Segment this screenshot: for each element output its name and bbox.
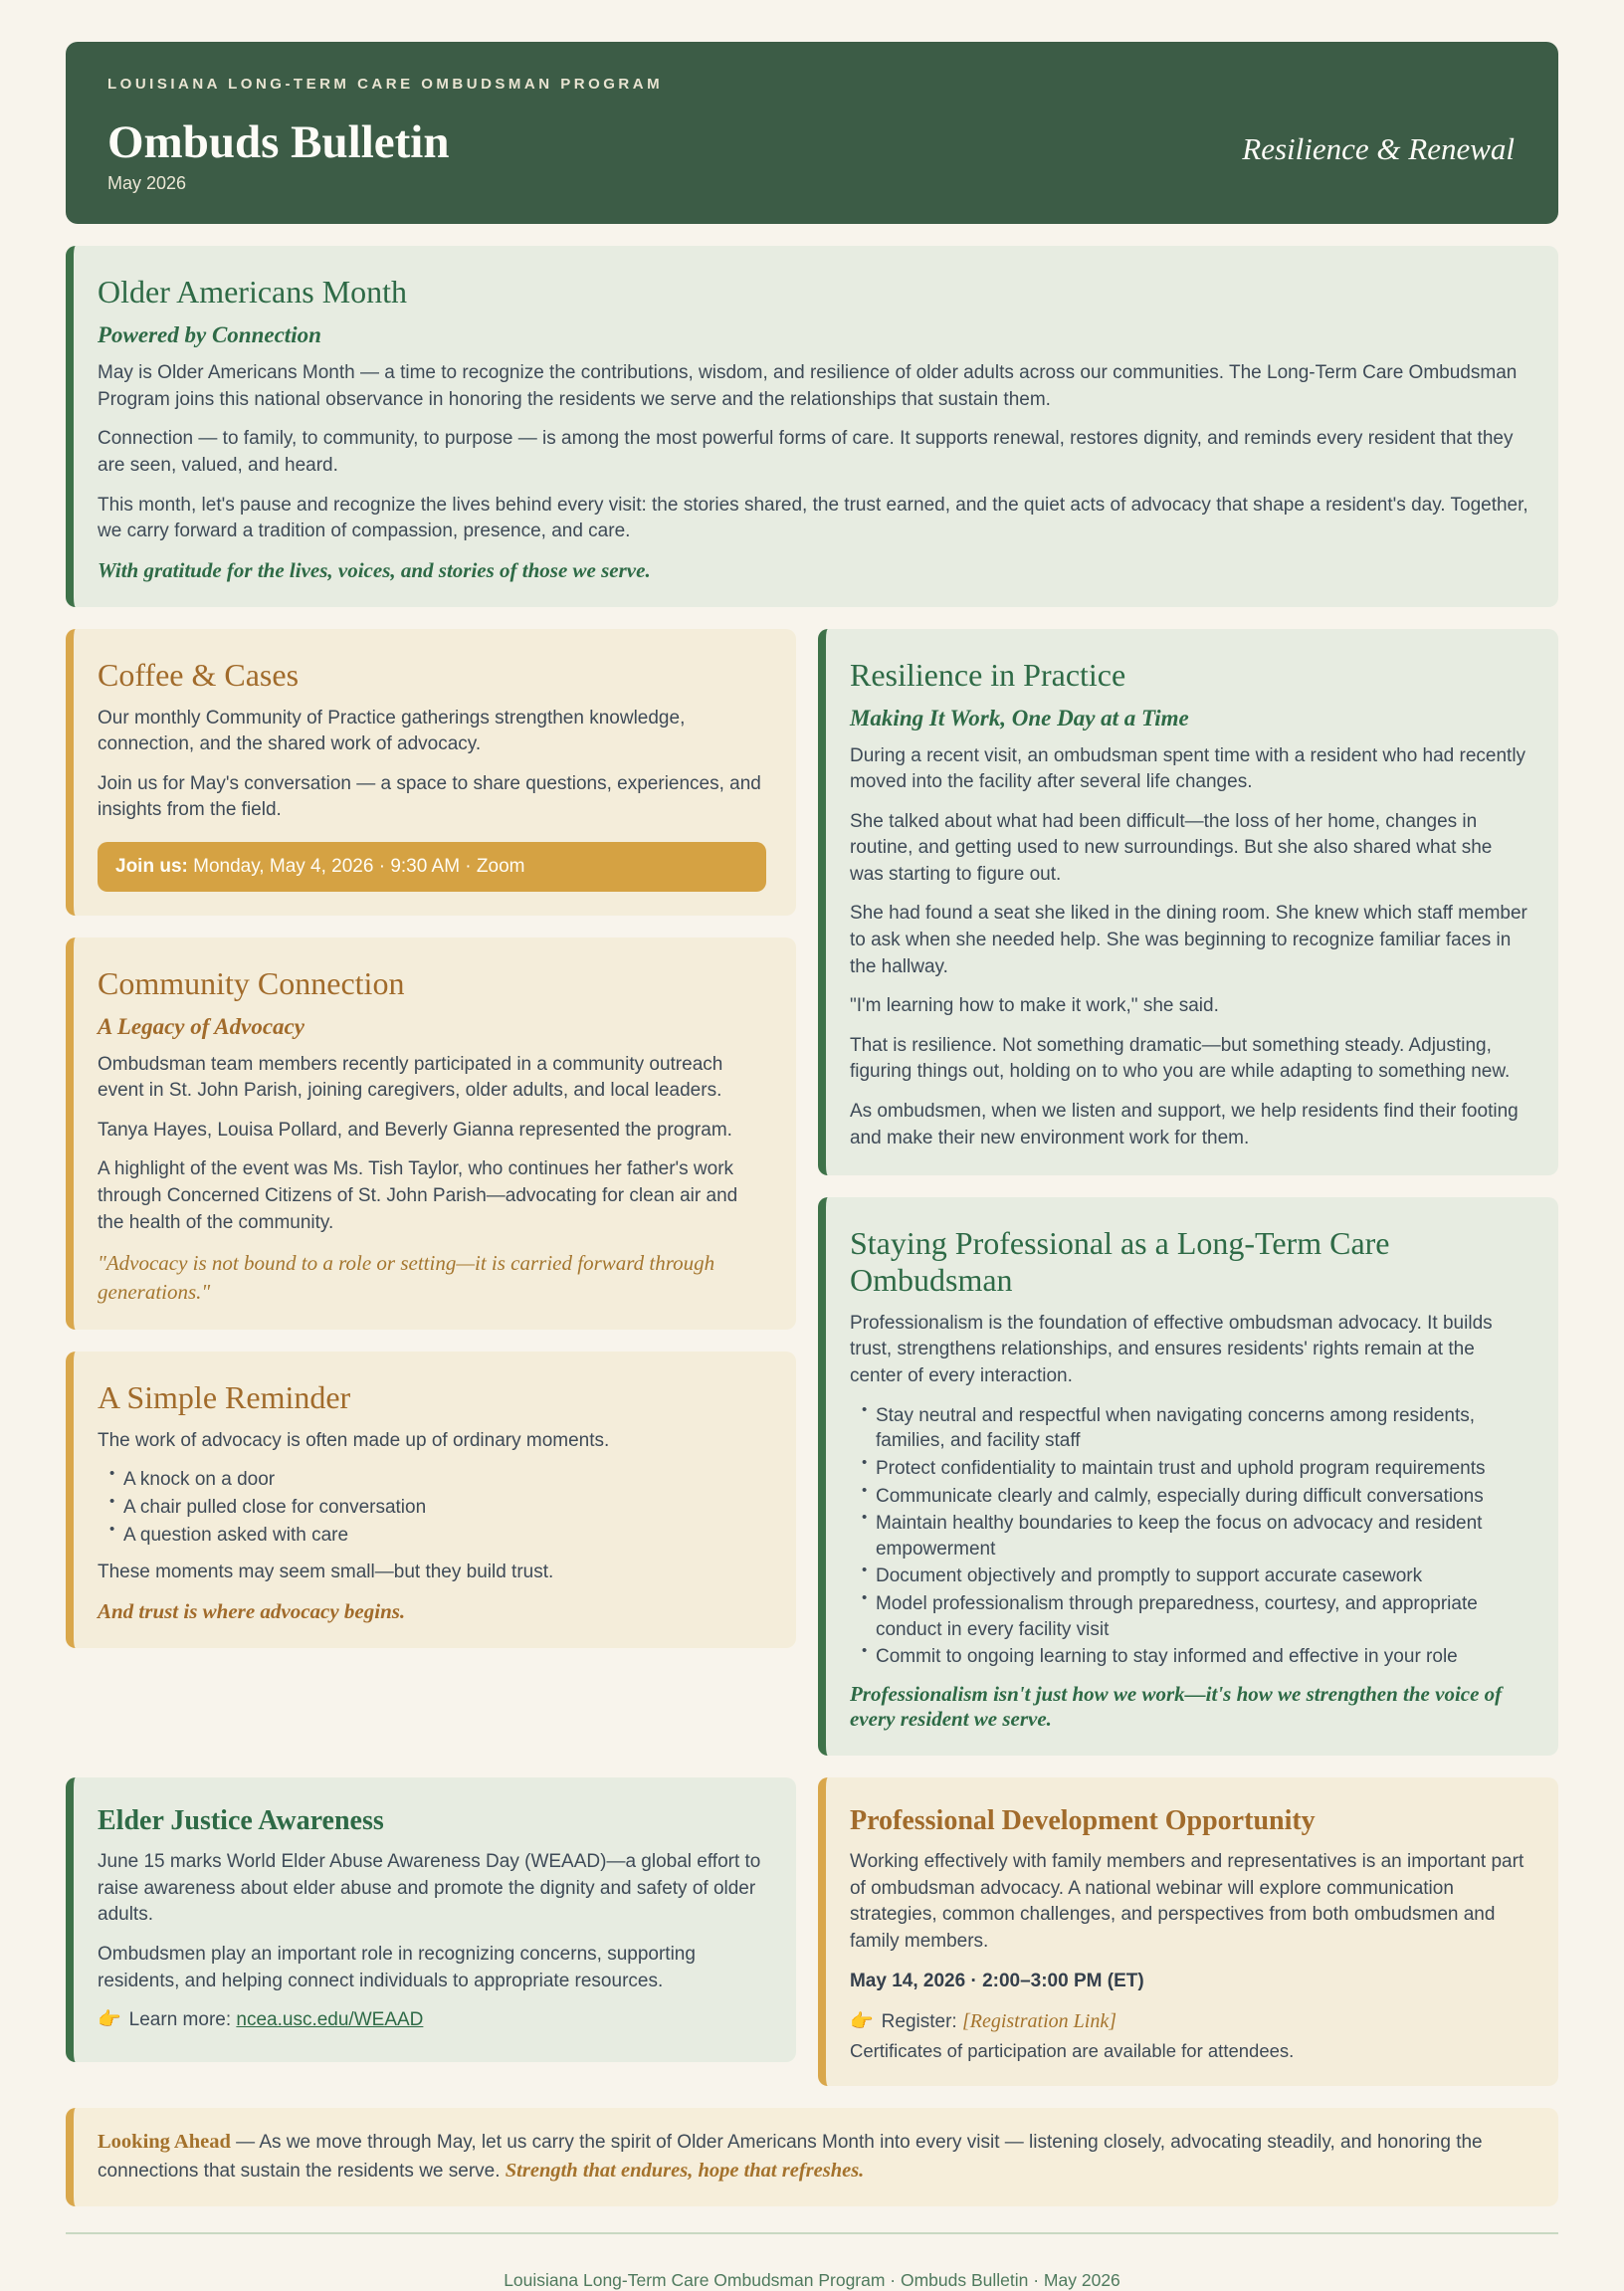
section-coffee-and-cases: [66, 629, 796, 916]
reminder-list: [98, 1467, 766, 1548]
list-item: • Stay neutral and respectful when navigating concerns among residents, families, and facility staff: [850, 1403, 1528, 1454]
certificates-note: Certificates of participation are available for attendees.: [849, 2039, 1295, 2061]
section-subtitle: Making It Work, One Day at a Time: [849, 705, 1189, 730]
section-staying-professional: [818, 1197, 1558, 1756]
paragraph: These moments may seem small—but they build trust.: [98, 1562, 554, 1583]
pull-quote: "Advocacy is not bound to a role or setting—it is carried forward through generations.": [98, 1251, 715, 1304]
section-title: Staying Professional as a Long-Term Care Ombudsman: [849, 1225, 1390, 1299]
section-title: Coffee & Cases: [98, 656, 300, 693]
program-name: LOUISIANA LONG-TERM CARE OMBUDSMAN PROGRAM: [107, 76, 664, 93]
section-subtitle: A Legacy of Advocacy: [98, 1013, 304, 1039]
middle-row: [66, 629, 1558, 1756]
paragraph: She had found a seat she liked in the dining room. She knew which staff member to ask when she needed help. She was beginning to recognize familiar faces in the hallway.: [849, 903, 1527, 977]
list-item: • A chair pulled close for conversation: [98, 1495, 766, 1521]
paragraph: May is Older Americans Month — a time to recognize the contributions, wisdom, and resilience of older adults across our communities. The Long-Term Care Ombudsman Program joins this national observance in honoring the residents we serve and the relationships that sustain them.: [98, 362, 1518, 410]
registration-link[interactable]: [Registration Link]: [961, 2010, 1116, 2033]
section-older-americans-month: [66, 246, 1558, 606]
bottom-right-column: [818, 1777, 1558, 2086]
paragraph: June 15 marks World Elder Abuse Awareness Day (WEAAD)—a global effort to raise awareness about elder abuse and promote the dignity and safety of older adults.: [98, 1851, 761, 1926]
section-title: Community Connection: [98, 964, 405, 1001]
section-professional-development: [818, 1777, 1558, 2086]
looking-ahead-strip: [66, 2108, 1558, 2206]
paragraph: During a recent visit, an ombudsman spent time with a resident who had recently moved into the facility after several life changes.: [849, 744, 1526, 793]
list-item: • Protect confidentiality to maintain trust and uphold program requirements: [850, 1456, 1528, 1482]
meeting-banner-label: Join us:: [115, 855, 188, 877]
paragraph: As ombudsmen, when we listen and support, we help residents find their footing and make their new environment work for them.: [849, 1101, 1519, 1148]
paragraph: Our monthly Community of Practice gatherings strengthen knowledge, connection, and the shared work of advocacy.: [98, 707, 686, 755]
bottom-row: [66, 1777, 1558, 2086]
section-community-connection: [66, 937, 796, 1330]
learn-more-line: [98, 2007, 766, 2034]
paragraph: This month, let's pause and recognize the lives behind every visit: the stories shared, the trust earned, and the quiet acts of advocacy that shape a resident's day. Together, we carry forward a tradition of compassion, presence, and care.: [98, 494, 1528, 542]
footer-divider: [66, 2232, 1558, 2234]
section-subtitle: Powered by Connection: [98, 322, 321, 348]
paragraph: The work of advocacy is often made up of ordinary moments.: [98, 1429, 610, 1451]
masthead: [66, 42, 1558, 224]
section-title: A Simple Reminder: [98, 1378, 351, 1415]
paragraph: That is resilience. Not something dramatic—but something steady. Adjusting, figuring things out, holding on to who you are while adapting to something new.: [849, 1034, 1511, 1083]
issue-date: May 2026: [107, 173, 187, 194]
register-line: [850, 2007, 1528, 2036]
paragraph: Tanya Hayes, Louisa Pollard, and Beverly Gianna represented the program.: [98, 1119, 732, 1141]
paragraph: "I'm learning how to make it work," she said.: [849, 995, 1219, 1017]
paragraph: Ombudsman team members recently participated in a community outreach event in St. John Parish, joining caregivers, older adults, and local leaders.: [98, 1053, 723, 1102]
list-item: • A question asked with care: [98, 1523, 766, 1549]
paragraph: Working effectively with family members and representatives is an important part of ombudsman advocacy. A national webinar will explore communication strategies, common challenges, and perspectives from both ombudsmen and family members.: [849, 1851, 1524, 1952]
list-item: • Document objectively and promptly to support accurate casework: [850, 1563, 1528, 1589]
section-title: Resilience in Practice: [849, 656, 1126, 693]
list-item: • Maintain healthy boundaries to keep the focus on advocacy and resident empowerment: [850, 1511, 1528, 1562]
page-footer: Louisiana Long-Term Care Ombudsman Program · Ombuds Bulletin · May 2026: [504, 2270, 1120, 2291]
issue-theme: Resilience & Renewal: [1242, 131, 1515, 167]
paragraph: Join us for May's conversation — a space to share questions, experiences, and insights from the field.: [98, 772, 761, 821]
learn-more-label: Learn more:: [128, 2009, 237, 2031]
register-label: Register:: [881, 2011, 962, 2033]
left-column: [66, 629, 796, 1756]
right-column: [818, 629, 1558, 1756]
webinar-date: May 14, 2026 · 2:00–3:00 PM (ET): [849, 1970, 1144, 1991]
list-item: • Commit to ongoing learning to stay informed and effective in your role: [850, 1644, 1528, 1670]
section-title: Older Americans Month: [98, 274, 408, 311]
paragraph: Ombudsmen play an important role in recognizing concerns, supporting residents, and helping connect individuals to appropriate resources.: [98, 1943, 696, 1991]
section-resilience-in-practice: [818, 629, 1558, 1176]
paragraph: Connection — to family, to community, to purpose — is among the most powerful forms of care. It supports renewal, restores dignity, and reminds every resident that they are seen, valued, and heard.: [98, 428, 1514, 476]
section-closing-line: With gratitude for the lives, voices, and stories of those we serve.: [98, 557, 651, 582]
section-title: Elder Justice Awareness: [98, 1805, 384, 1836]
weaad-link[interactable]: ncea.usc.edu/WEAAD: [236, 2009, 424, 2031]
looking-ahead-label: Looking Ahead: [98, 2130, 231, 2153]
list-item: • A knock on a door: [98, 1467, 766, 1493]
section-simple-reminder: [66, 1352, 796, 1648]
paragraph: A highlight of the event was Ms. Tish Taylor, who continues her father's work through Concerned Citizens of St. John Parish—advocating for clean air and the health of the community.: [98, 1158, 738, 1233]
masthead-title-block: [107, 118, 449, 194]
section-title: Professional Development Opportunity: [849, 1805, 1316, 1836]
bottom-left-column: [66, 1777, 796, 2086]
list-item: • Model professionalism through preparedness, courtesy, and appropriate conduct in every facility visit: [850, 1591, 1528, 1642]
list-item: • Communicate clearly and calmly, especially during difficult conversations: [850, 1484, 1528, 1510]
section-closing-line: Professionalism isn't just how we work—it's how we strengthen the voice of every resident we serve.: [849, 1682, 1503, 1731]
pointing-hand-icon: 👉: [849, 2011, 874, 2033]
professionalism-list: [850, 1403, 1528, 1670]
meeting-banner-text: Monday, May 4, 2026 · 9:30 AM · Zoom: [187, 855, 525, 877]
paragraph: She talked about what had been difficult—the loss of her home, changes in routine, and getting used to new surroundings. But she also shared what she was starting to figure out.: [849, 810, 1493, 885]
meeting-banner: [98, 842, 766, 892]
pointing-hand-icon: 👉: [98, 2009, 121, 2031]
bulletin-title: Ombuds Bulletin: [107, 116, 450, 168]
looking-ahead-text: — As we move through May, let us carry the spirit of Older Americans Month into every visit — listening closely, advocating steadily, and honoring the connections that sustain the residents we serve.: [98, 2131, 1483, 2183]
section-closing-line: And trust is where advocacy begins.: [98, 1598, 406, 1623]
section-elder-justice: [66, 1777, 796, 2062]
looking-ahead-emphasis: Strength that endures, hope that refreshes.: [505, 2160, 865, 2183]
paragraph: Professionalism is the foundation of effective ombudsman advocacy. It builds trust, strengthens relationships, and ensures residents' rights remain at the center of every interaction.: [849, 1312, 1493, 1386]
